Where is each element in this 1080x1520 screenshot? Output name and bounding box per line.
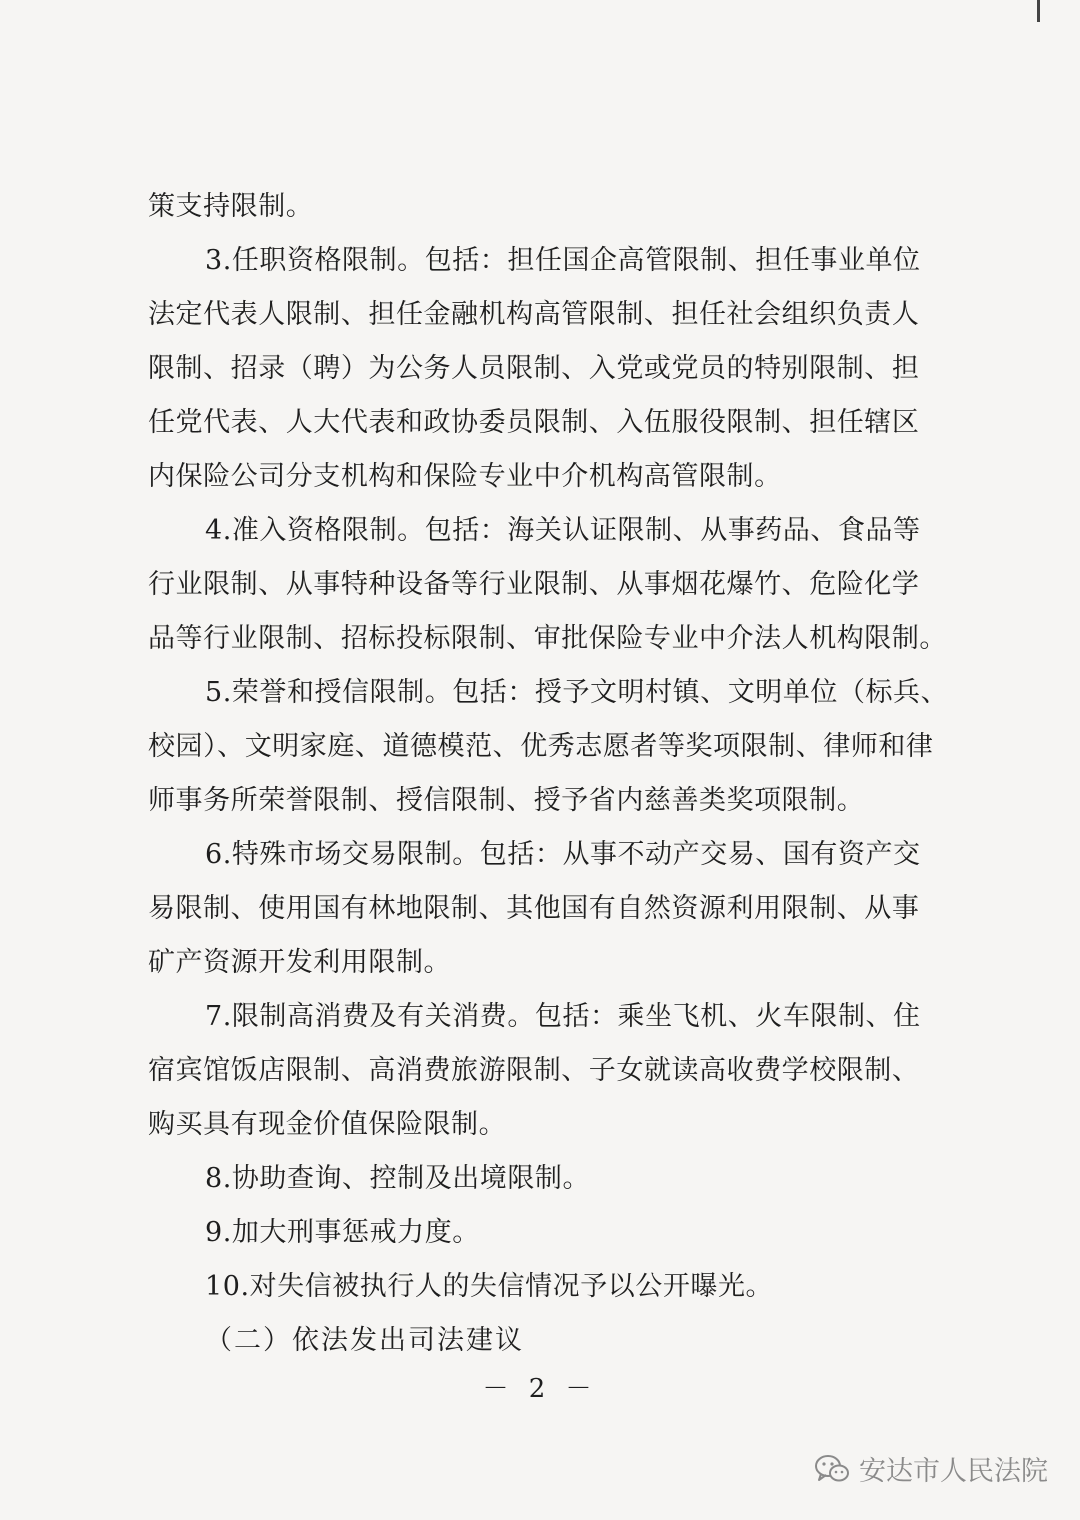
text-line: 8.协助查询、控制及出境限制。 <box>205 1163 591 1194</box>
text-line: 法定代表人限制、担任金融机构高管限制、担任社会组织负责人 <box>148 299 920 330</box>
page-number: － 2 － <box>482 1374 598 1404</box>
section-heading: （二）依法发出司法建议 <box>205 1325 524 1356</box>
watermark-text: 安达市人民法院 <box>859 1456 1048 1487</box>
text-line: 限制、招录（聘）为公务人员限制、入党或党员的特别限制、担 <box>148 353 920 384</box>
scan-mark <box>1037 0 1040 22</box>
wechat-icon <box>813 1453 851 1485</box>
text-line: 6.特殊市场交易限制。包括：从事不动产交易、国有资产交 <box>205 839 921 870</box>
document-body <box>148 180 948 1368</box>
text-line: 品等行业限制、招标投标限制、审批保险专业中介法人机构限制。 <box>148 623 947 654</box>
text-line: 内保险公司分支机构和保险专业中介机构高管限制。 <box>148 461 782 492</box>
text-line: 5.荣誉和授信限制。包括：授予文明村镇、文明单位（标兵、 <box>205 677 949 708</box>
text-line: 行业限制、从事特种设备等行业限制、从事烟花爆竹、危险化学 <box>148 569 920 600</box>
text-line: 7.限制高消费及有关消费。包括：乘坐飞机、火车限制、住 <box>205 1001 921 1032</box>
text-line: 4.准入资格限制。包括：海关认证限制、从事药品、食品等 <box>205 515 921 546</box>
text-line: 易限制、使用国有林地限制、其他国有自然资源利用限制、从事 <box>148 893 920 924</box>
text-line: 策支持限制。 <box>148 191 314 222</box>
watermark <box>813 1449 1048 1488</box>
text-line: 师事务所荣誉限制、授信限制、授予省内慈善类奖项限制。 <box>148 785 865 816</box>
text-line: 9.加大刑事惩戒力度。 <box>205 1217 480 1248</box>
text-line: 10.对失信被执行人的失信情况予以公开曝光。 <box>205 1271 774 1302</box>
text-line: 任党代表、人大代表和政协委员限制、入伍服役限制、担任辖区 <box>148 407 920 438</box>
text-line: 购买具有现金价值保险限制。 <box>148 1109 507 1140</box>
text-line: 宿宾馆饭店限制、高消费旅游限制、子女就读高收费学校限制、 <box>148 1055 920 1086</box>
text-line: 矿产资源开发利用限制。 <box>148 947 452 978</box>
text-line: 校园）、文明家庭、道德模范、优秀志愿者等奖项限制、律师和律 <box>148 731 934 762</box>
text-line: 3.任职资格限制。包括：担任国企高管限制、担任事业单位 <box>205 245 921 276</box>
